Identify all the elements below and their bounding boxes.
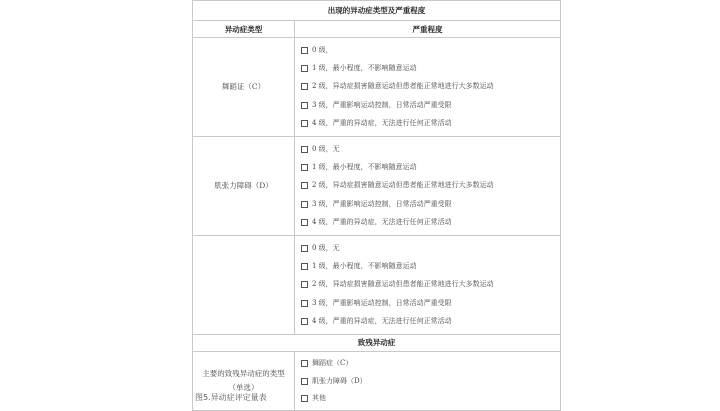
table-title: 出现的异动症类型及严重程度 — [193, 1, 561, 21]
label-line: （单选） — [228, 383, 259, 393]
severity-options — [295, 38, 561, 137]
severity-option[interactable] — [301, 312, 560, 330]
checkbox-icon[interactable] — [301, 219, 308, 226]
checkbox-icon[interactable] — [301, 318, 308, 325]
severity-option[interactable] — [301, 158, 560, 176]
disabling-option[interactable] — [301, 355, 560, 373]
option-label: 其他 — [312, 394, 326, 403]
table-row — [193, 38, 561, 137]
option-label: 3 级，严重影响运动控制，日常活动严重受限 — [312, 100, 452, 109]
section-title: 致残异动症 — [193, 334, 561, 351]
severity-option[interactable] — [301, 195, 560, 213]
severity-option[interactable] — [301, 115, 560, 133]
severity-option[interactable] — [301, 96, 560, 114]
checkbox-icon[interactable] — [301, 182, 308, 189]
option-label: 0 级，无 — [312, 144, 340, 153]
disabling-options — [295, 351, 561, 411]
severity-option[interactable] — [301, 140, 560, 158]
severity-option[interactable] — [301, 276, 560, 294]
checkbox-icon[interactable] — [301, 245, 308, 252]
checkbox-icon[interactable] — [301, 395, 308, 402]
checkbox-icon[interactable] — [301, 263, 308, 270]
severity-option[interactable] — [301, 294, 560, 312]
severity-options — [295, 136, 561, 235]
checkbox-icon[interactable] — [301, 120, 308, 127]
checkbox-icon[interactable] — [301, 83, 308, 90]
option-label: 3 级，严重影响运动控制，日常活动严重受限 — [312, 199, 452, 208]
table-title-row — [193, 1, 561, 21]
option-label: 0 级，无 — [312, 243, 340, 252]
severity-option[interactable] — [301, 214, 560, 232]
option-label: 1 级，最小程度，不影响随意运动 — [312, 64, 417, 73]
checkbox-icon[interactable] — [301, 360, 308, 367]
option-label: 2 级，异动症损害随意运动但患者能正常地进行大多数运动 — [312, 280, 494, 289]
option-label: 4 级，严重的异动症，无法进行任何正常活动 — [312, 218, 452, 227]
severity-option[interactable] — [301, 78, 560, 96]
option-label: 4 级，严重的异动症，无法进行任何正常活动 — [312, 119, 452, 128]
disabling-option[interactable] — [301, 372, 560, 390]
option-label: 2 级，异动症损害随意运动但患者能正常地进行大多数运动 — [312, 181, 494, 190]
checkbox-icon[interactable] — [301, 378, 308, 385]
option-label: 0 级， — [312, 45, 333, 54]
label-line: 主要的致残异动症的类型 — [202, 369, 285, 379]
type-cell: 肌张力障碍（D） — [193, 136, 295, 235]
figure-caption: 图5.异动症评定量表 — [195, 393, 267, 402]
checkbox-icon[interactable] — [301, 300, 308, 307]
option-label: 肌张力障碍（D） — [312, 376, 367, 385]
option-label: 舞蹈症（C） — [312, 359, 353, 368]
checkbox-icon[interactable] — [301, 281, 308, 288]
severity-options — [295, 235, 561, 334]
option-label: 2 级，异动症损害随意运动但患者能正常地进行大多数运动 — [312, 82, 494, 91]
option-label: 3 级，严重影响运动控制，日常活动严重受限 — [312, 298, 452, 307]
severity-option[interactable] — [301, 177, 560, 195]
checkbox-icon[interactable] — [301, 47, 308, 54]
checkbox-icon[interactable] — [301, 164, 308, 171]
option-label: 1 级，最小程度，不影响随意运动 — [312, 261, 417, 270]
type-cell: 舞蹈证（C） — [193, 38, 295, 137]
table-header-row — [193, 21, 561, 38]
checkbox-icon[interactable] — [301, 65, 308, 72]
table-row — [193, 136, 561, 235]
section-header-row — [193, 334, 561, 351]
table-row — [193, 235, 561, 334]
checkbox-icon[interactable] — [301, 201, 308, 208]
option-label: 4 级，严重的异动症，无法进行任何正常活动 — [312, 317, 452, 326]
severity-option[interactable] — [301, 257, 560, 275]
severity-option[interactable] — [301, 41, 560, 59]
severity-option[interactable] — [301, 59, 560, 77]
dyskinesia-rating-table — [192, 0, 561, 411]
checkbox-icon[interactable] — [301, 102, 308, 109]
option-label: 1 级，最小程度，不影响随意运动 — [312, 163, 417, 172]
header-severity: 严重程度 — [295, 21, 561, 38]
checkbox-icon[interactable] — [301, 146, 308, 153]
header-type: 异动症类型 — [193, 21, 295, 38]
type-cell — [193, 235, 295, 334]
severity-option[interactable] — [301, 239, 560, 257]
dyskinesia-rating-sheet — [192, 0, 560, 411]
